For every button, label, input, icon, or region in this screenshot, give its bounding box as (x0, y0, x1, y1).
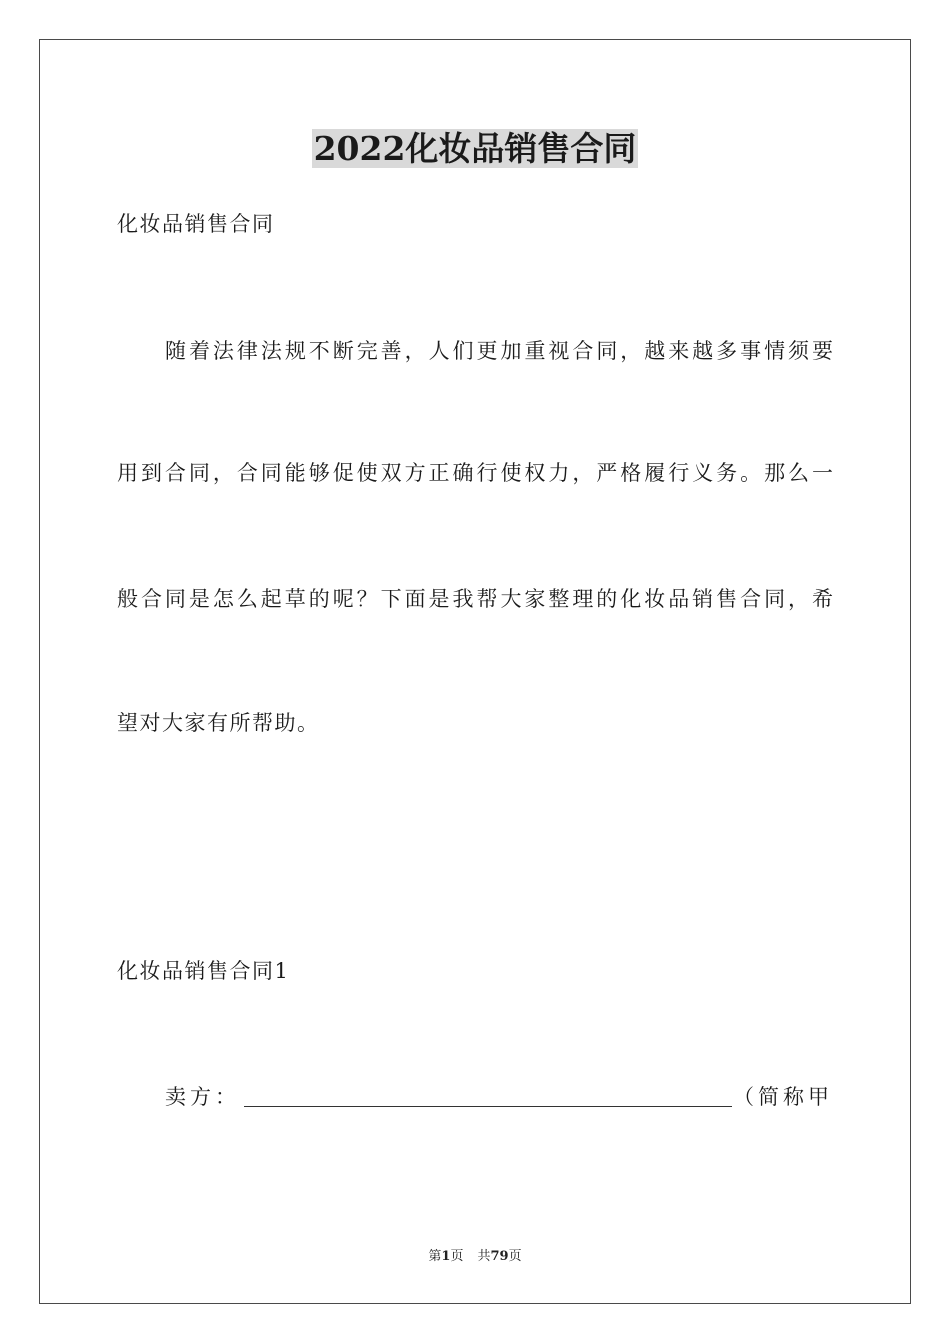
intro-line-1: 随着法律法规不断完善，人们更加重视合同，越来越多事情须要 (165, 339, 833, 363)
seller-short-name-note: （简称甲 (733, 1085, 833, 1109)
page-footer (0, 1248, 950, 1266)
document-title-text: 2022化妆品销售合同 (313, 129, 637, 168)
page-suffix: 页 (450, 1249, 464, 1264)
page-number: 1 (441, 1249, 451, 1264)
intro-line-2: 用到合同，合同能够促使双方正确行使权力，严格履行义务。那么一 (117, 461, 833, 485)
page-prefix: 第 (428, 1249, 442, 1264)
document-title (0, 128, 950, 170)
intro-line-3: 般合同是怎么起草的呢？下面是我帮大家整理的化妆品销售合同，希 (117, 587, 833, 611)
seller-blank-line (244, 1106, 732, 1107)
document-subtitle: 化妆品销售合同 (117, 212, 275, 236)
section-heading: 化妆品销售合同1 (117, 959, 290, 983)
total-prefix: 共 (477, 1249, 491, 1264)
total-pages: 79 (490, 1249, 509, 1264)
seller-label: 卖方： (165, 1085, 240, 1109)
seller-row (165, 1082, 833, 1112)
total-suffix: 页 (508, 1249, 522, 1264)
intro-line-4: 望对大家有所帮助。 (117, 711, 320, 735)
